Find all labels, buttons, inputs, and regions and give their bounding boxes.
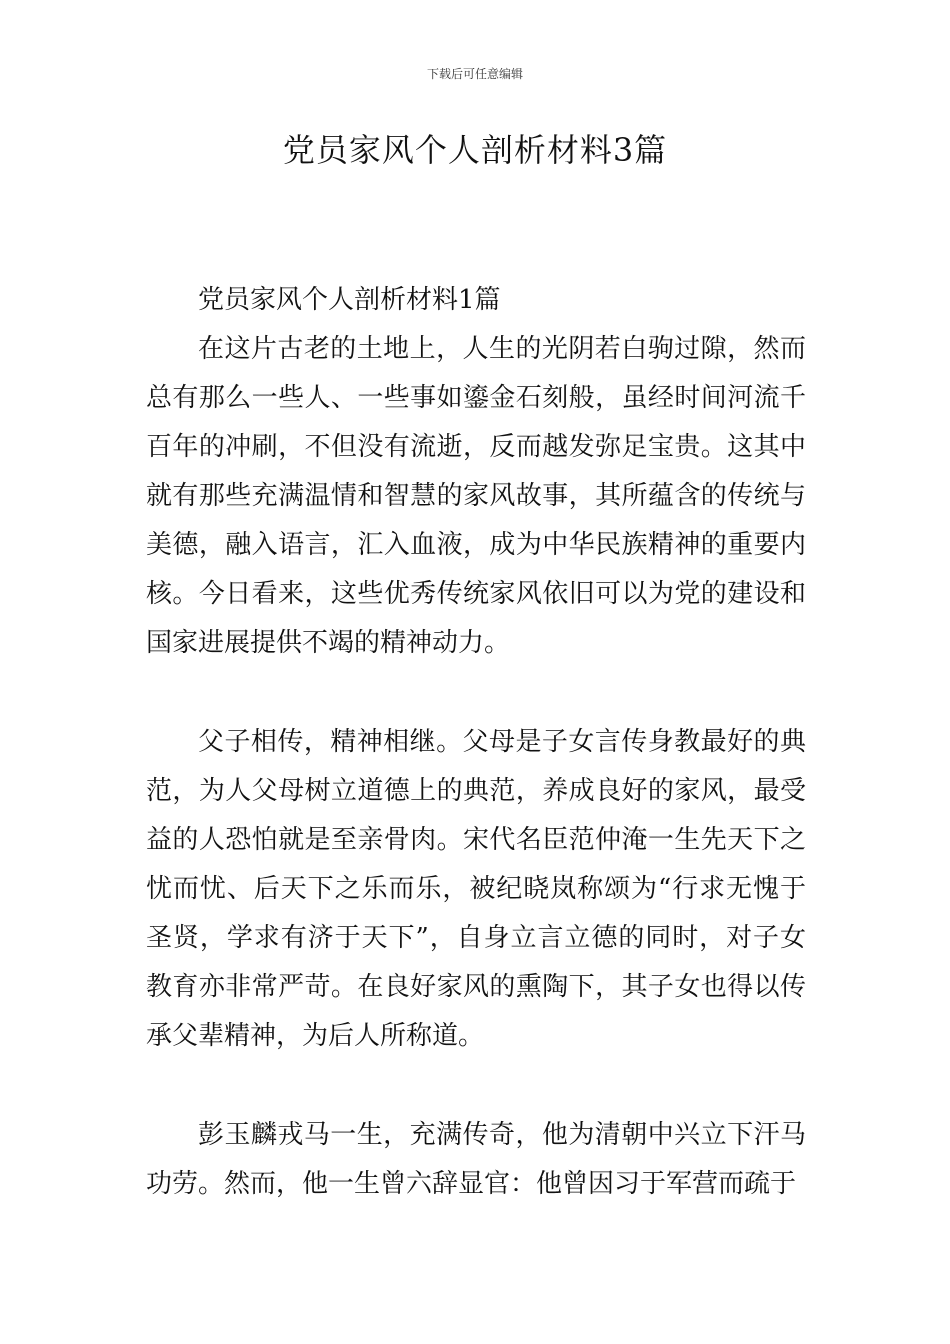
document-title: 党员家风个人剖析材料3篇 — [282, 131, 668, 169]
paragraph-2: 父子相传，精神相继。父母是子女言传身教最好的典范，为人父母树立道德上的典范，养成良好的家风，最受益的人恐怕就是至亲骨肉。宋代名臣范仲淹一生先天下之忧而忧、后天下之乐而乐，被纪晓岚称颂为“行求无愧于圣贤，学求有济于天下”，自身立言立德的同时，对子女教育亦非常严苛。在良好家风的熏陶下，其子女也得以传承父辈精神，为后人所称道。 — [146, 727, 806, 1051]
download-note: 下载后可任意编辑 — [426, 67, 523, 81]
paragraph-3: 彭玉麟戎马一生，充满传奇，他为清朝中兴立下汗马功劳。然而，他一生曾六辞显官：他曾因习于军营而疏于 — [146, 1120, 806, 1199]
section-heading: 党员家风个人剖析材料1篇 — [198, 285, 501, 315]
paragraph-1: 在这片古老的土地上，人生的光阴若白驹过隙，然而总有那么一些人、一些事如鎏金石刻般，虽经时间河流千百年的冲刷，不但没有流逝，反而越发弥足宝贵。这其中就有那些充满温情和智慧的家风故事，其所蕴含的传统与美德，融入语言，汇入血液，成为中华民族精神的重要内核。今日看来，这些优秀传统家风依旧可以为党的建设和国家进展提供不竭的精神动力。 — [146, 334, 806, 658]
